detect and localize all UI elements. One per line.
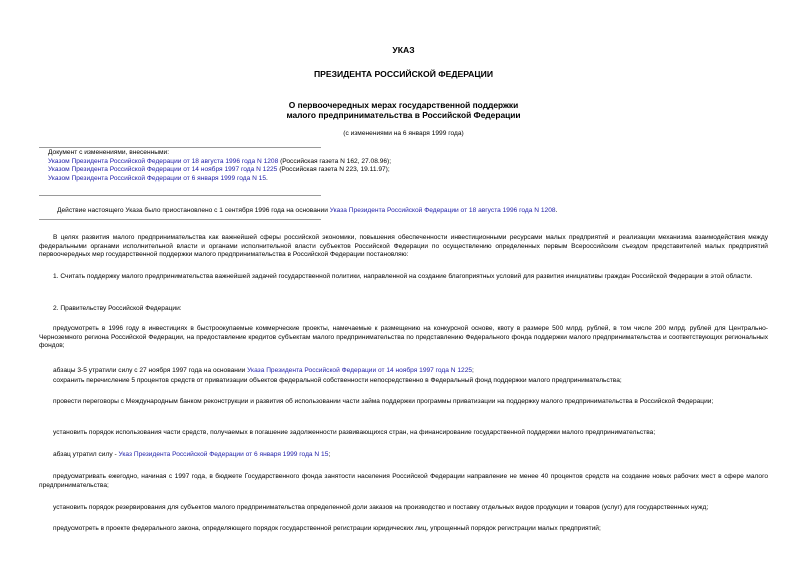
paragraph-11: предусмотреть в проекте федерального закона, определяющего порядок государственной регистрации юридических лиц, упрощенный порядок регистрации малых предприятий; bbox=[53, 525, 601, 532]
amendments-heading: Документ с изменениями, внесенными: bbox=[48, 149, 170, 156]
paragraph-6: провести переговоры с Международным банком реконструкции и развития об использовании части займа поддержки программы приватизации на поддержку малого предпринимательства в Российской Федерации; bbox=[53, 398, 714, 405]
paragraph-9: предусматривать ежегодно, начиная с 1997 года, в бюджете Государственного фонда занятости населения Российской Федерации направление не менее 40 процентов средств на создание новых рабочих мест в сфере малого предпринимательства; bbox=[39, 473, 768, 489]
suspension-link[interactable]: Указа Президента Российской Федерации от 18 августа 1996 года N 1208 bbox=[329, 207, 556, 214]
paragraph-1: 1. Считать поддержку малого предпринимательства важнейшей задачей государственной политики, направленной на создание благоприятных условий для развития инициативы граждан Российской Федерации в этой области. bbox=[53, 273, 753, 280]
divider-middle bbox=[39, 195, 321, 196]
preamble-paragraph: В целях развития малого предпринимательства как важнейшей сферы российской экономики, повышения обеспеченности инвестиционными ресурсами малых предприятий и реализации механизма взаимодействия между федеральными органами исполнительной власти и органами исполнительной власти субъектов Российской Федерации по осуществлению определенных первым Всероссийским съездом представителей малых предприятий первоочередных мер государственной поддержки малого предпринимательства в Российской Федерации постановляю: bbox=[39, 234, 768, 259]
paragraph-8: абзац утратил силу - Указ Президента Российской Федерации от 6 января 1999 года N 15; bbox=[53, 451, 331, 458]
divider-bottom bbox=[39, 219, 321, 220]
decree-subject-line-2: малого предпринимательства в Российской Федерации bbox=[286, 110, 521, 120]
amendment-link[interactable]: Указом Президента Российской Федерации от 18 августа 1996 года N 1208 bbox=[48, 157, 279, 165]
divider-top bbox=[39, 147, 321, 148]
paragraph-3: предусмотреть в 1996 году в инвестициях в быстроокупаемые коммерческие проекты, намечаемые к размещению на конкурсной основе, квоту в размере 500 млрд. рублей, в том числе 200 млрд. рублей для Центрально-Черноземного региона Российской Федерации, на предоставление кредитов субъектам малого предпринимательства по представлению Федерального фонда поддержки малого предпринимательства и соответствующих региональных фондов; bbox=[39, 325, 768, 350]
amendment-item: Указом Президента Российской Федерации от 6 января 1999 года N 15. bbox=[48, 174, 268, 182]
suspension-note: Действие настоящего Указа было приостановлено с 1 сентября 1996 года на основании Указа Президента Российской Федерации от 18 августа 1996 года N 1208. bbox=[57, 207, 558, 214]
edition-note: (с изменениями на 6 января 1999 года) bbox=[343, 130, 464, 137]
paragraph-4: абзацы 3-5 утратили силу с 27 ноября 1997 года на основании Указа Президента Российской Федерации от 14 ноября 1997 года N 1225; bbox=[53, 367, 474, 374]
amendment-item: Указом Президента Российской Федерации от 14 ноября 1997 года N 1225 (Российская газета N 223, 19.11.97); bbox=[48, 166, 390, 174]
amendments-block bbox=[48, 149, 391, 183]
decree-subject-line-1: О первоочередных мерах государственной поддержки bbox=[288, 100, 519, 110]
paragraph-5: сохранить перечисление 5 процентов средств от приватизации объектов федеральной собственности непосредственно в Федеральный фонд поддержки малого предпринимательства; bbox=[53, 377, 622, 384]
paragraph-4-link[interactable]: Указа Президента Российской Федерации от 14 ноября 1997 года N 1225 bbox=[247, 367, 473, 374]
decree-title: УКАЗ bbox=[392, 45, 415, 55]
paragraph-10: установить порядок резервирования для субъектов малого предпринимательства определенной доли заказов на производство и поставку отдельных видов продукции и товаров (услуг) для государственных нужд; bbox=[53, 504, 709, 511]
amendment-link[interactable]: Указом Президента Российской Федерации от 6 января 1999 года N 15 bbox=[48, 174, 266, 182]
paragraph-8-link[interactable]: Указ Президента Российской Федерации от 6 января 1999 года N 15 bbox=[118, 451, 329, 458]
amendment-item: Указом Президента Российской Федерации от 18 августа 1996 года N 1208 (Российская газета N 162, 27.08.96); bbox=[48, 157, 392, 165]
amendment-link[interactable]: Указом Президента Российской Федерации от 14 ноября 1997 года N 1225 bbox=[48, 166, 278, 174]
decree-issuer: ПРЕЗИДЕНТА РОССИЙСКОЙ ФЕДЕРАЦИИ bbox=[313, 69, 494, 79]
paragraph-2: 2. Правительству Российской Федерации: bbox=[53, 305, 182, 312]
paragraph-7: установить порядок использования части средств, получаемых в погашение задолженности развивающихся стран, на финансирование государственной поддержки малого предпринимательства; bbox=[53, 429, 656, 436]
